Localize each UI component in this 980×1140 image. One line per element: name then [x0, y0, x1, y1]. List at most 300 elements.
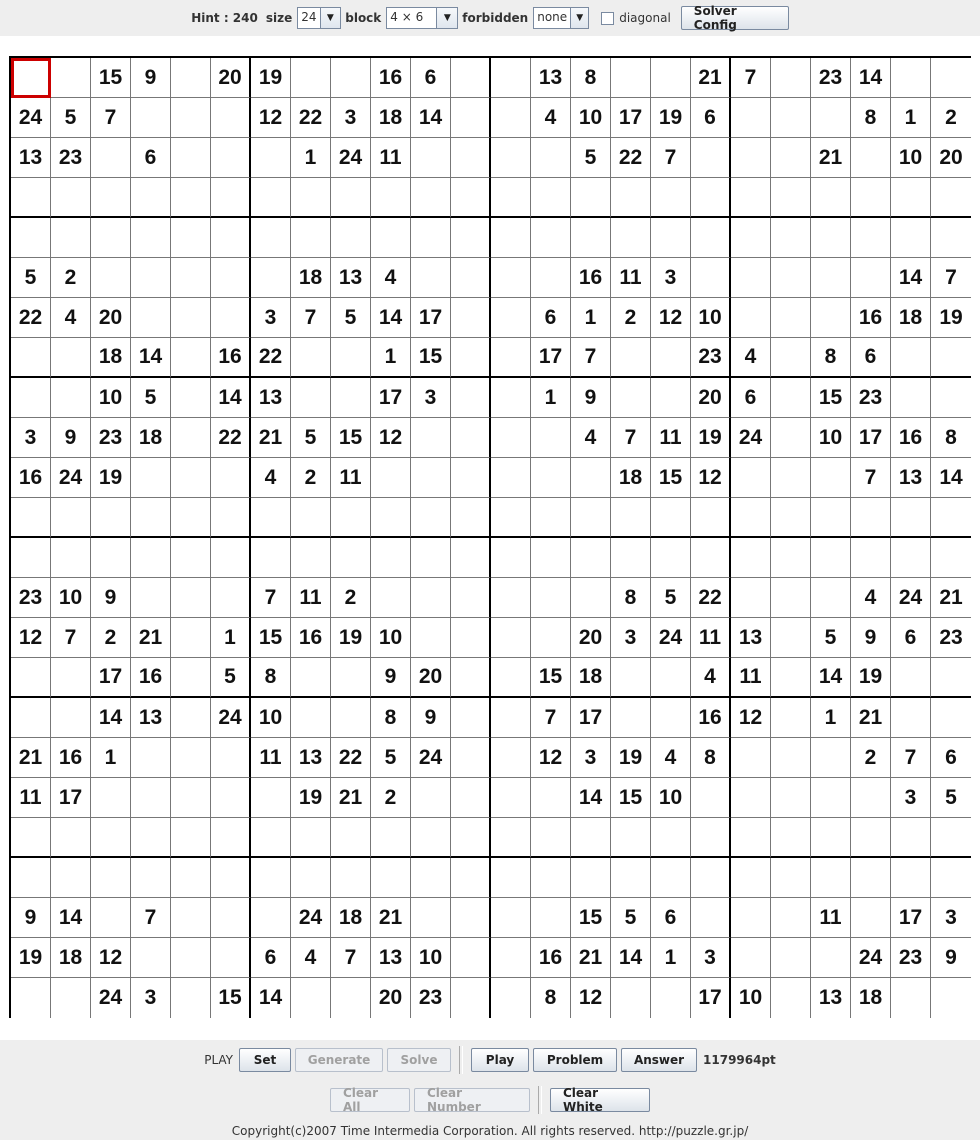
- board-cell[interactable]: [51, 698, 91, 738]
- board-cell[interactable]: 16: [131, 658, 171, 698]
- board-cell[interactable]: 7: [891, 738, 931, 778]
- board-cell[interactable]: [91, 218, 131, 258]
- board-cell[interactable]: [51, 178, 91, 218]
- board-cell[interactable]: [331, 858, 371, 898]
- board-cell[interactable]: [171, 58, 211, 98]
- board-cell[interactable]: 16: [571, 258, 611, 298]
- board-cell[interactable]: [851, 898, 891, 938]
- board-cell[interactable]: 7: [91, 98, 131, 138]
- board-cell[interactable]: [291, 538, 331, 578]
- board-cell[interactable]: 10: [571, 98, 611, 138]
- board-cell[interactable]: 16: [371, 58, 411, 98]
- board-cell[interactable]: 18: [131, 418, 171, 458]
- board-cell[interactable]: 10: [251, 698, 291, 738]
- board-cell[interactable]: 15: [571, 898, 611, 938]
- board-cell[interactable]: [851, 138, 891, 178]
- board-cell[interactable]: 21: [571, 938, 611, 978]
- board-cell[interactable]: [51, 978, 91, 1018]
- board-cell[interactable]: [571, 818, 611, 858]
- board-cell[interactable]: [611, 858, 651, 898]
- board-cell[interactable]: 12: [11, 618, 51, 658]
- board-cell[interactable]: [891, 698, 931, 738]
- board-cell[interactable]: [291, 698, 331, 738]
- board-cell[interactable]: [491, 258, 531, 298]
- board-cell[interactable]: [251, 818, 291, 858]
- board-cell[interactable]: [931, 658, 971, 698]
- board-cell[interactable]: 23: [51, 138, 91, 178]
- board-cell[interactable]: 6: [851, 338, 891, 378]
- board-cell[interactable]: [491, 738, 531, 778]
- board-cell[interactable]: 6: [131, 138, 171, 178]
- board-cell[interactable]: 16: [11, 458, 51, 498]
- board-cell[interactable]: 2: [291, 458, 331, 498]
- problem-button[interactable]: Problem: [533, 1048, 617, 1072]
- board-cell[interactable]: [771, 498, 811, 538]
- board-cell[interactable]: 15: [531, 658, 571, 698]
- board-cell[interactable]: 18: [371, 98, 411, 138]
- board-cell[interactable]: 21: [11, 738, 51, 778]
- board-cell[interactable]: [571, 498, 611, 538]
- board-cell[interactable]: 24: [651, 618, 691, 658]
- board-cell[interactable]: [491, 138, 531, 178]
- board-cell[interactable]: [51, 818, 91, 858]
- board-cell[interactable]: 1: [651, 938, 691, 978]
- board-cell[interactable]: [491, 818, 531, 858]
- board-cell[interactable]: 13: [251, 378, 291, 418]
- board-cell[interactable]: [291, 658, 331, 698]
- board-cell[interactable]: 15: [811, 378, 851, 418]
- board-cell[interactable]: 17: [611, 98, 651, 138]
- board-cell[interactable]: 19: [931, 298, 971, 338]
- board-cell[interactable]: 24: [211, 698, 251, 738]
- board-cell[interactable]: [651, 218, 691, 258]
- board-cell[interactable]: [171, 698, 211, 738]
- board-cell[interactable]: [451, 338, 491, 378]
- board-cell[interactable]: [131, 178, 171, 218]
- board-cell[interactable]: 9: [131, 58, 171, 98]
- chevron-down-icon[interactable]: ▼: [570, 8, 588, 28]
- board-cell[interactable]: 11: [251, 738, 291, 778]
- board-cell[interactable]: [531, 818, 571, 858]
- board-cell[interactable]: 14: [571, 778, 611, 818]
- board-cell[interactable]: 4: [571, 418, 611, 458]
- board-cell[interactable]: [531, 258, 571, 298]
- board-cell[interactable]: 2: [851, 738, 891, 778]
- board-cell[interactable]: [931, 858, 971, 898]
- board-cell[interactable]: [691, 818, 731, 858]
- board-cell[interactable]: [731, 138, 771, 178]
- board-cell[interactable]: [171, 258, 211, 298]
- board-cell[interactable]: [131, 298, 171, 338]
- board-cell[interactable]: 19: [651, 98, 691, 138]
- board-cell[interactable]: [891, 218, 931, 258]
- board-cell[interactable]: [51, 218, 91, 258]
- board-cell[interactable]: [131, 218, 171, 258]
- board-cell[interactable]: 5: [211, 658, 251, 698]
- board-cell[interactable]: [11, 818, 51, 858]
- board-cell[interactable]: [491, 618, 531, 658]
- board-cell[interactable]: 6: [531, 298, 571, 338]
- board-cell[interactable]: [771, 618, 811, 658]
- board-cell[interactable]: [451, 778, 491, 818]
- board-cell[interactable]: [771, 818, 811, 858]
- forbidden-select[interactable]: [533, 7, 589, 29]
- board-cell[interactable]: 21: [811, 138, 851, 178]
- board-cell[interactable]: [651, 178, 691, 218]
- board-cell[interactable]: 10: [91, 378, 131, 418]
- board-cell[interactable]: [91, 818, 131, 858]
- board-cell[interactable]: [211, 458, 251, 498]
- board-cell[interactable]: 12: [91, 938, 131, 978]
- board-cell[interactable]: [771, 338, 811, 378]
- board-cell[interactable]: 10: [691, 298, 731, 338]
- board-cell[interactable]: [451, 178, 491, 218]
- board-cell[interactable]: [291, 338, 331, 378]
- diagonal-checkbox[interactable]: [601, 11, 671, 25]
- board-cell[interactable]: [451, 98, 491, 138]
- board-cell[interactable]: 22: [11, 298, 51, 338]
- board-cell[interactable]: [771, 178, 811, 218]
- set-button[interactable]: Set: [239, 1048, 291, 1072]
- board-cell[interactable]: 21: [851, 698, 891, 738]
- board-cell[interactable]: [211, 578, 251, 618]
- board-cell[interactable]: 10: [891, 138, 931, 178]
- board-cell[interactable]: 14: [411, 98, 451, 138]
- block-select[interactable]: [386, 7, 458, 29]
- board-cell[interactable]: 23: [11, 578, 51, 618]
- board-cell[interactable]: [571, 458, 611, 498]
- board-cell[interactable]: [11, 58, 51, 98]
- board-cell[interactable]: 2: [931, 98, 971, 138]
- board-cell[interactable]: 3: [651, 258, 691, 298]
- board-cell[interactable]: 7: [51, 618, 91, 658]
- board-cell[interactable]: [811, 818, 851, 858]
- board-cell[interactable]: [611, 698, 651, 738]
- board-cell[interactable]: 11: [731, 658, 771, 698]
- board-cell[interactable]: [331, 378, 371, 418]
- board-cell[interactable]: 5: [611, 898, 651, 938]
- board-cell[interactable]: 1: [371, 338, 411, 378]
- board-cell[interactable]: 4: [531, 98, 571, 138]
- board-cell[interactable]: 6: [931, 738, 971, 778]
- board-cell[interactable]: [411, 458, 451, 498]
- play-button[interactable]: Play: [471, 1048, 529, 1072]
- board-cell[interactable]: [11, 498, 51, 538]
- board-cell[interactable]: [931, 178, 971, 218]
- board-cell[interactable]: [171, 378, 211, 418]
- board-cell[interactable]: 10: [731, 978, 771, 1018]
- board-cell[interactable]: 14: [251, 978, 291, 1018]
- board-cell[interactable]: 11: [611, 258, 651, 298]
- board-cell[interactable]: [811, 98, 851, 138]
- board-cell[interactable]: [51, 338, 91, 378]
- board-cell[interactable]: 4: [251, 458, 291, 498]
- board-cell[interactable]: [491, 858, 531, 898]
- board-cell[interactable]: [131, 778, 171, 818]
- generate-button[interactable]: Generate: [295, 1048, 383, 1072]
- board-cell[interactable]: [51, 58, 91, 98]
- board-cell[interactable]: [771, 138, 811, 178]
- board-cell[interactable]: [491, 378, 531, 418]
- board-cell[interactable]: [491, 178, 531, 218]
- board-cell[interactable]: 3: [411, 378, 451, 418]
- board-cell[interactable]: 21: [931, 578, 971, 618]
- board-cell[interactable]: [771, 258, 811, 298]
- checkbox-icon[interactable]: [601, 12, 614, 25]
- board-cell[interactable]: [451, 58, 491, 98]
- board-cell[interactable]: [731, 858, 771, 898]
- board-cell[interactable]: 14: [51, 898, 91, 938]
- board-cell[interactable]: [651, 978, 691, 1018]
- board-cell[interactable]: 17: [411, 298, 451, 338]
- board-cell[interactable]: 6: [891, 618, 931, 658]
- board-cell[interactable]: [131, 98, 171, 138]
- board-cell[interactable]: [811, 578, 851, 618]
- board-cell[interactable]: 1: [291, 138, 331, 178]
- board-cell[interactable]: 3: [931, 898, 971, 938]
- board-cell[interactable]: [371, 218, 411, 258]
- board-cell[interactable]: [411, 218, 451, 258]
- board-cell[interactable]: 1: [571, 298, 611, 338]
- board-cell[interactable]: [891, 658, 931, 698]
- board-cell[interactable]: [211, 258, 251, 298]
- board-cell[interactable]: 7: [651, 138, 691, 178]
- board-cell[interactable]: [171, 778, 211, 818]
- board-cell[interactable]: 2: [611, 298, 651, 338]
- board-cell[interactable]: [491, 538, 531, 578]
- board-cell[interactable]: [691, 778, 731, 818]
- board-cell[interactable]: [451, 258, 491, 298]
- board-cell[interactable]: [51, 858, 91, 898]
- board-cell[interactable]: 12: [691, 458, 731, 498]
- solver-config-button[interactable]: Solver Config: [681, 6, 789, 30]
- board-cell[interactable]: 8: [531, 978, 571, 1018]
- board-cell[interactable]: [331, 658, 371, 698]
- board-cell[interactable]: [491, 898, 531, 938]
- board-cell[interactable]: [131, 498, 171, 538]
- board-cell[interactable]: 13: [731, 618, 771, 658]
- board-cell[interactable]: 7: [611, 418, 651, 458]
- board-cell[interactable]: [731, 818, 771, 858]
- board-cell[interactable]: 3: [611, 618, 651, 658]
- board-cell[interactable]: [731, 938, 771, 978]
- board-cell[interactable]: [51, 538, 91, 578]
- board-cell[interactable]: [451, 138, 491, 178]
- board-cell[interactable]: [131, 258, 171, 298]
- board-cell[interactable]: [531, 778, 571, 818]
- board-cell[interactable]: [771, 938, 811, 978]
- board-cell[interactable]: [491, 778, 531, 818]
- board-cell[interactable]: 3: [331, 98, 371, 138]
- board-cell[interactable]: [371, 538, 411, 578]
- board-cell[interactable]: 16: [51, 738, 91, 778]
- board-cell[interactable]: [651, 58, 691, 98]
- board-cell[interactable]: [771, 738, 811, 778]
- board-cell[interactable]: [731, 98, 771, 138]
- board-cell[interactable]: 6: [411, 58, 451, 98]
- board-cell[interactable]: 4: [371, 258, 411, 298]
- board-cell[interactable]: 16: [891, 418, 931, 458]
- board-cell[interactable]: 21: [371, 898, 411, 938]
- board-cell[interactable]: [731, 458, 771, 498]
- board-cell[interactable]: [691, 138, 731, 178]
- board-cell[interactable]: 3: [251, 298, 291, 338]
- board-cell[interactable]: 17: [851, 418, 891, 458]
- board-cell[interactable]: [611, 58, 651, 98]
- board-cell[interactable]: 16: [291, 618, 331, 658]
- board-cell[interactable]: [451, 738, 491, 778]
- board-cell[interactable]: [931, 538, 971, 578]
- board-cell[interactable]: [611, 218, 651, 258]
- board-cell[interactable]: 18: [891, 298, 931, 338]
- board-cell[interactable]: [211, 298, 251, 338]
- board-cell[interactable]: 2: [331, 578, 371, 618]
- board-cell[interactable]: [171, 298, 211, 338]
- board-cell[interactable]: 22: [611, 138, 651, 178]
- board-cell[interactable]: 22: [291, 98, 331, 138]
- board-cell[interactable]: [931, 498, 971, 538]
- board-cell[interactable]: [331, 58, 371, 98]
- board-cell[interactable]: 7: [851, 458, 891, 498]
- board-cell[interactable]: 9: [51, 418, 91, 458]
- board-cell[interactable]: 19: [611, 738, 651, 778]
- board-cell[interactable]: 18: [291, 258, 331, 298]
- board-cell[interactable]: [651, 338, 691, 378]
- board-cell[interactable]: [571, 858, 611, 898]
- board-cell[interactable]: [651, 818, 691, 858]
- board-cell[interactable]: 8: [371, 698, 411, 738]
- board-cell[interactable]: 24: [291, 898, 331, 938]
- board-cell[interactable]: 24: [731, 418, 771, 458]
- board-cell[interactable]: 14: [371, 298, 411, 338]
- board-cell[interactable]: [171, 858, 211, 898]
- board-cell[interactable]: [811, 458, 851, 498]
- board-cell[interactable]: [171, 458, 211, 498]
- board-cell[interactable]: [331, 538, 371, 578]
- board-cell[interactable]: 6: [651, 898, 691, 938]
- board-cell[interactable]: [491, 698, 531, 738]
- board-cell[interactable]: 6: [731, 378, 771, 418]
- board-cell[interactable]: [331, 178, 371, 218]
- board-cell[interactable]: 17: [571, 698, 611, 738]
- board-cell[interactable]: [571, 178, 611, 218]
- board-cell[interactable]: [331, 818, 371, 858]
- board-cell[interactable]: [691, 258, 731, 298]
- board-cell[interactable]: [651, 538, 691, 578]
- board-cell[interactable]: [411, 858, 451, 898]
- board-cell[interactable]: 20: [691, 378, 731, 418]
- board-cell[interactable]: [171, 418, 211, 458]
- board-cell[interactable]: [771, 978, 811, 1018]
- board-cell[interactable]: [931, 978, 971, 1018]
- board-cell[interactable]: 23: [691, 338, 731, 378]
- board-cell[interactable]: 4: [691, 658, 731, 698]
- board-cell[interactable]: [171, 338, 211, 378]
- board-cell[interactable]: 9: [371, 658, 411, 698]
- board-cell[interactable]: 7: [931, 258, 971, 298]
- board-cell[interactable]: [451, 218, 491, 258]
- board-cell[interactable]: [11, 218, 51, 258]
- board-cell[interactable]: [251, 218, 291, 258]
- board-cell[interactable]: 22: [691, 578, 731, 618]
- board-cell[interactable]: 15: [211, 978, 251, 1018]
- board-cell[interactable]: [171, 498, 211, 538]
- board-cell[interactable]: [611, 978, 651, 1018]
- clear-all-button[interactable]: Clear All: [330, 1088, 410, 1112]
- board-cell[interactable]: 18: [611, 458, 651, 498]
- board-cell[interactable]: [371, 858, 411, 898]
- board-cell[interactable]: [411, 418, 451, 458]
- board-cell[interactable]: 4: [851, 578, 891, 618]
- board-cell[interactable]: [771, 538, 811, 578]
- board-cell[interactable]: [171, 218, 211, 258]
- board-cell[interactable]: [251, 498, 291, 538]
- board-cell[interactable]: [691, 898, 731, 938]
- board-cell[interactable]: [451, 858, 491, 898]
- board-cell[interactable]: 21: [251, 418, 291, 458]
- board-cell[interactable]: 24: [891, 578, 931, 618]
- board-cell[interactable]: [291, 978, 331, 1018]
- board-cell[interactable]: [731, 778, 771, 818]
- board-cell[interactable]: 18: [851, 978, 891, 1018]
- board-cell[interactable]: [771, 458, 811, 498]
- board-cell[interactable]: [11, 698, 51, 738]
- board-cell[interactable]: 5: [291, 418, 331, 458]
- board-cell[interactable]: 22: [211, 418, 251, 458]
- board-cell[interactable]: 17: [371, 378, 411, 418]
- board-cell[interactable]: [491, 658, 531, 698]
- board-cell[interactable]: [251, 178, 291, 218]
- board-cell[interactable]: 3: [691, 938, 731, 978]
- board-cell[interactable]: [931, 818, 971, 858]
- board-cell[interactable]: 7: [291, 298, 331, 338]
- board-cell[interactable]: 15: [651, 458, 691, 498]
- board-cell[interactable]: 20: [411, 658, 451, 698]
- board-cell[interactable]: [891, 858, 931, 898]
- board-cell[interactable]: 13: [131, 698, 171, 738]
- board-cell[interactable]: 9: [931, 938, 971, 978]
- board-cell[interactable]: 17: [91, 658, 131, 698]
- board-cell[interactable]: [451, 378, 491, 418]
- clear-white-button[interactable]: Clear White: [550, 1088, 650, 1112]
- answer-button[interactable]: Answer: [621, 1048, 697, 1072]
- board-cell[interactable]: [251, 858, 291, 898]
- board-cell[interactable]: [131, 578, 171, 618]
- board-cell[interactable]: [811, 178, 851, 218]
- board-cell[interactable]: [491, 978, 531, 1018]
- board-cell[interactable]: [531, 178, 571, 218]
- board-cell[interactable]: [611, 338, 651, 378]
- board-cell[interactable]: 13: [371, 938, 411, 978]
- board-cell[interactable]: 15: [411, 338, 451, 378]
- board-cell[interactable]: 5: [931, 778, 971, 818]
- board-cell[interactable]: [451, 978, 491, 1018]
- board-cell[interactable]: [411, 578, 451, 618]
- board-cell[interactable]: 18: [331, 898, 371, 938]
- board-cell[interactable]: 14: [891, 258, 931, 298]
- board-cell[interactable]: [331, 218, 371, 258]
- board-cell[interactable]: [451, 458, 491, 498]
- board-cell[interactable]: [531, 458, 571, 498]
- board-cell[interactable]: 13: [291, 738, 331, 778]
- board-cell[interactable]: 5: [811, 618, 851, 658]
- board-cell[interactable]: [811, 778, 851, 818]
- board-cell[interactable]: 10: [651, 778, 691, 818]
- board-cell[interactable]: [251, 778, 291, 818]
- board-cell[interactable]: [171, 938, 211, 978]
- board-cell[interactable]: 3: [131, 978, 171, 1018]
- board-cell[interactable]: [131, 858, 171, 898]
